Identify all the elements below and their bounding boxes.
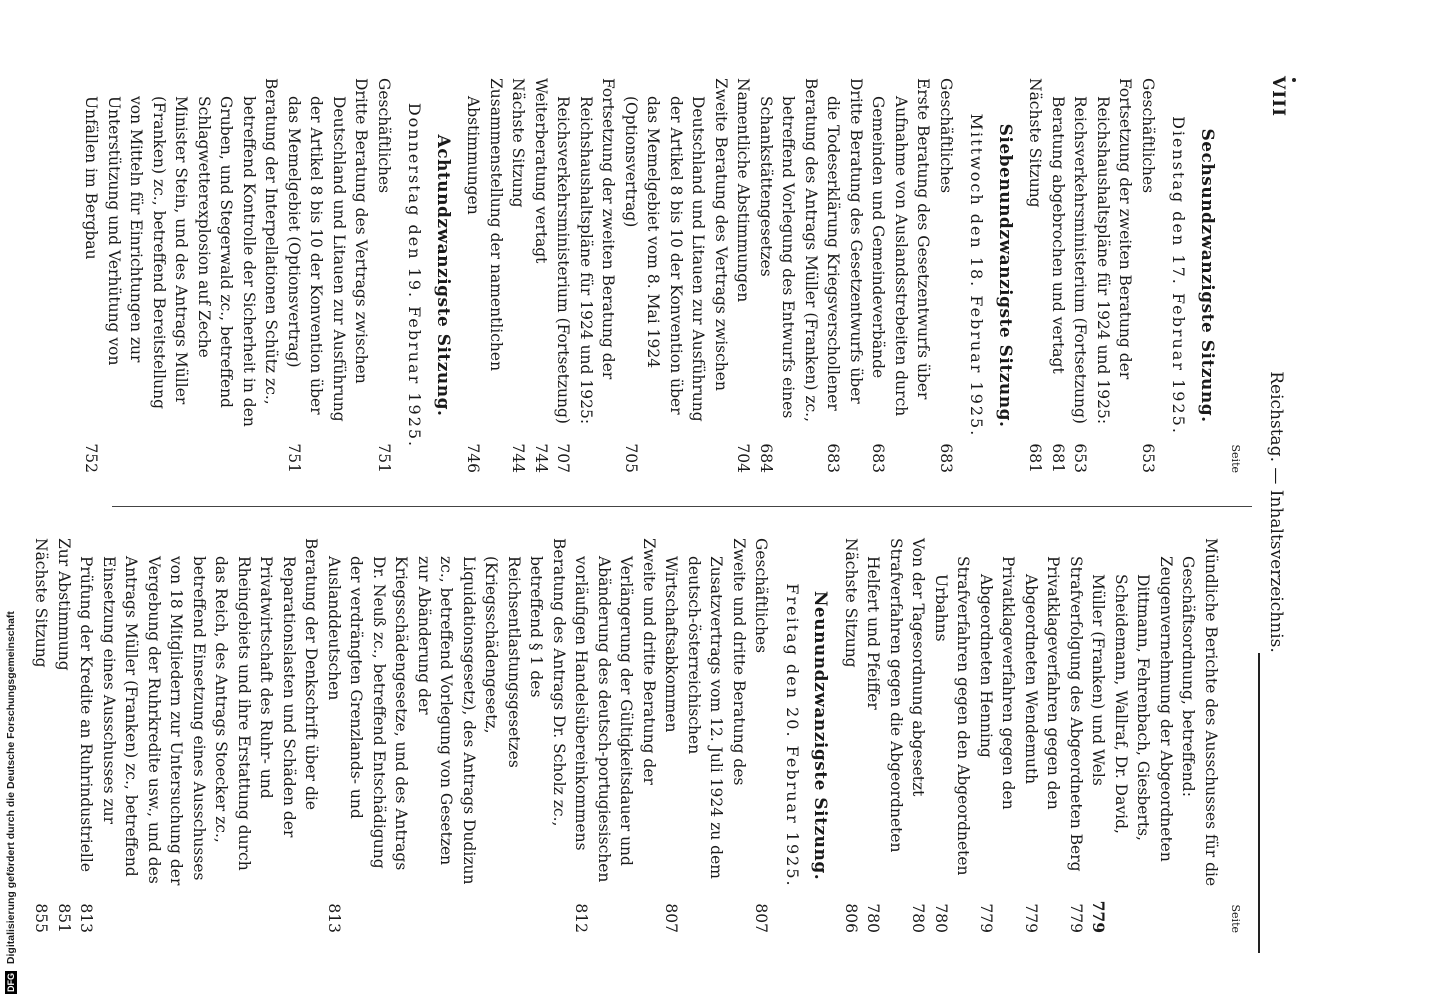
- session-title: Achtundzwanzigste Sitzung.: [433, 134, 453, 417]
- toc-entry: [570, 538, 660, 933]
- entry-page-number: 807: [662, 903, 681, 933]
- entry-text: Strafverfolgung des Abgeordneten Berg: [1067, 556, 1085, 872]
- toc-entry: [1024, 78, 1047, 473]
- digitization-credit: [4, 606, 18, 994]
- entry-text: Dritte Beratung des Vertrags zwischen Deutschland und Litauen zur Ausführung der Artikel 8 bis 10 der Konvention über das Memelgebiet (Optionsvertrag): [285, 78, 371, 422]
- toc-entry: [1177, 538, 1222, 933]
- entry-text: Beratung der Interpellationen Schütz zc., betreffend Kontrolle der Sicherheit in den Gruben, und Stegerwald zc., betreffend Schlagwetterexplosion auf Zeche Minister Stein, und des Antrags Müller (Franken) zc., betreffend Bereitstellung von Mitteln für Einrichtungen zur Unterstützung und Verhütung von Unfällen im Bergbau: [82, 78, 281, 427]
- entry-text: Fortsetzung der zweiten Beratung der Reichshaushaltspläne für 1924 und 1925:: [1094, 78, 1135, 425]
- entry-text: Nächste Sitzung: [32, 538, 51, 668]
- session-date: Donnerstag den 19. Februar 1925.: [405, 102, 425, 449]
- session-date: Mittwoch den 18. Februar 1925.: [967, 113, 987, 438]
- column-divider: [112, 506, 1252, 507]
- entry-text: Strafverfahren gegen die Abgeordneten Helfert und Pfeiffer: [864, 538, 905, 853]
- entry-page-number: 653: [1139, 443, 1157, 473]
- entry-page-number: 851: [55, 903, 73, 933]
- right-sessions: [30, 538, 1222, 933]
- entry-text: Erste Beratung des Gesetzentwurfs über Aufnahme von Auslandsstrebeiten durch Gemeinden und Gemeindeverbände: [869, 78, 933, 417]
- entry-page-number: 813: [77, 903, 96, 933]
- entry-text: Reichsverkehrsministerium (Fortsetzung): [554, 96, 573, 424]
- entry-text: Strafverfahren gegen den Abgeordneten Urbahns: [932, 556, 973, 876]
- entry-text: Beratung des Antrags Müller (Franken) zc., betreffend Vorlegung des Entwurfs eines Schankstättengesetzes: [757, 78, 820, 423]
- entry-page-number: 779: [977, 903, 995, 933]
- entry-text: Zusammenstellung der namentlichen Abstimmungen: [464, 78, 505, 372]
- session-title: Siebenundzwanzigste Sitzung.: [995, 123, 1015, 428]
- toc-entry: [462, 78, 507, 473]
- entry-page-number: 683: [869, 443, 888, 473]
- entry-text: Beratung abgebrochen und vertagt: [1049, 96, 1067, 374]
- ink-dot: [1292, 78, 1296, 82]
- toc-entry: [552, 78, 575, 473]
- toc-entry: [840, 538, 863, 933]
- toc-entry: [750, 538, 773, 933]
- entry-text: Zweite Beratung des Vertrags zwischen Deutschland und Litauen zur Ausführung der Artikel 8 bis 10 der Konvention über das Memelgebiet vom 8. Mai 1924 (Optionsvertrag): [622, 78, 730, 422]
- toc-entry: [620, 78, 733, 473]
- entry-text: Fortsetzung der zweiten Beratung der Reichshaushaltspläne für 1924 und 1925:: [577, 78, 618, 425]
- entry-page-number: 751: [375, 443, 393, 473]
- header-rule: [1258, 653, 1260, 953]
- entry-page-number: 780: [932, 903, 950, 933]
- entry-text: Geschäftliches: [937, 78, 955, 194]
- entry-page-number: 683: [937, 443, 955, 473]
- entry-page-number: 752: [82, 443, 101, 473]
- session-title: Sechsundzwanzigste Sitzung.: [1197, 128, 1217, 423]
- right-column: [30, 538, 1244, 933]
- entry-page-number: 751: [285, 443, 303, 473]
- session-block: [30, 538, 832, 933]
- toc-entry: [1092, 78, 1137, 473]
- entry-text: Privatklageverfahren gegen den Abgeordneten Wendemuth: [1022, 556, 1063, 810]
- entry-page-number: 681: [1049, 443, 1067, 473]
- toc-entry: [732, 78, 755, 473]
- toc-entry: [373, 78, 396, 473]
- entry-text: Beratung der Denkschrift über die Reparationslasten und Schäden der Privatwirtschaft des Ruhr- und Rheingebiets und ihre Erstattung durch das Reich, des Antrags Stoecker zc., betreffend Einsetzung eines Ausschusses von 18 Mitgliedern zur Untersuchung der Vergebung der Ruhrkredite usw., und des Antrags Müller (Franken) zc., betreffend Einsetzung eines Ausschusses zur Prüfung der Kredite an Ruhrindustrielle: [77, 538, 321, 886]
- entry-page-number: 746: [464, 443, 483, 473]
- session-date: Dienstag den 17. Februar 1925.: [1169, 116, 1189, 435]
- session-block: [462, 78, 1016, 473]
- entry-text: Reichsverkehrsministerium (Fortsetzung): [1071, 96, 1090, 424]
- running-head-title: Reichstag. — Inhaltsverzeichnis.: [1266, 371, 1286, 653]
- entry-page-number: 683: [824, 443, 843, 473]
- seite-label: Seite: [1229, 444, 1242, 473]
- session-date: Freitag den 20. Februar 1925.: [783, 583, 802, 888]
- toc-entry: [323, 538, 571, 933]
- entry-text: Nächste Sitzung: [1026, 78, 1045, 208]
- entry-page-number: 704: [734, 443, 753, 473]
- entry-text: Weiterberatung vertagt: [532, 78, 550, 264]
- toc-entry: [1020, 538, 1065, 933]
- left-column: [80, 78, 1244, 473]
- toc-entry: [283, 78, 373, 473]
- seite-label: Seite: [1229, 904, 1242, 933]
- entry-text: Nächste Sitzung: [509, 78, 528, 208]
- entry-page-number: 780: [909, 903, 928, 933]
- toc-entry: [755, 78, 823, 473]
- entry-text: Beratung des Antrags Dr. Scholz zc., betreffend § 1 des Reichsentlastungsgesetzes (Kriegsschädengesetz, Liquidationsgesetz), des Antrags Dudizun zc., betreffend Vorlegung von Gesetzen zur Abänderung der Kriegsschädengesetze, und des Antrags Dr. Neuß zc., betreffend Entschädigung der verdrängten Grenzlands- und Auslanddeutschen: [325, 538, 568, 885]
- left-sessions: [80, 78, 1218, 473]
- session-title: Neunundzwanzigste Sitzung.: [810, 590, 831, 881]
- toc-entry: [1047, 78, 1070, 473]
- entry-page-number: 779: [1067, 903, 1085, 933]
- entry-page-number: 779: [1022, 903, 1040, 933]
- entry-text: Geschäftliches: [375, 78, 393, 194]
- toc-entry: [507, 78, 530, 473]
- toc-entry: [660, 538, 750, 933]
- toc-entry: [75, 538, 323, 933]
- toc-entry: [1065, 538, 1088, 933]
- entry-page-number: 807: [752, 903, 771, 933]
- entry-page-number: 813: [325, 903, 343, 933]
- entry-text: Dritte Beratung des Gesetzentwurfs über die Todeserklärung Kriegsverschollener: [824, 78, 865, 411]
- rotated-document-page: [32, 68, 1292, 956]
- entry-text: Zeugenvernehmung der Abgeordneten Dittmann, Fehrenbach, Giesberts, Scheidemann, Wallraf, Dr. David, Müller (Franken) und Wels: [1089, 556, 1175, 862]
- toc-entry: [30, 538, 53, 933]
- entry-page-number: 812: [572, 903, 591, 933]
- toc-entry: [53, 538, 76, 933]
- entry-page-number: 806: [842, 903, 860, 933]
- toc-entry: [80, 78, 283, 473]
- session-block: [1024, 78, 1218, 473]
- toc-entry: [907, 538, 930, 933]
- page-number: VIII: [1268, 76, 1288, 118]
- entry-page-number: 855: [32, 903, 51, 933]
- entry-text: Nächste Sitzung: [842, 538, 860, 668]
- entry-page-number: 684: [757, 443, 775, 473]
- entry-text: Zweite und dritte Beratung der Verlängerung der Gültigkeitsdauer und Abänderung des deutsch-portugiesischen vorläufigen Handelsübereinkommens: [572, 538, 658, 883]
- toc-entry: [935, 78, 958, 473]
- session-block: [80, 78, 454, 473]
- entry-text: Geschäftliches: [752, 538, 771, 654]
- toc-entry: [822, 78, 867, 473]
- toc-entry: [930, 538, 975, 933]
- toc-entry: [1137, 78, 1160, 473]
- entry-page-number: 653: [1071, 443, 1090, 473]
- session-block: [840, 538, 1223, 933]
- entry-page-number: 707: [554, 443, 573, 473]
- entry-text: Von der Tagesordnung abgesetzt: [909, 538, 928, 797]
- toc-entry: [1087, 538, 1177, 933]
- toc-entry: [862, 538, 907, 933]
- entry-text: Namentliche Abstimmungen: [734, 78, 753, 303]
- entry-page-number: 780: [864, 903, 883, 933]
- entry-text: Geschäftliches: [1139, 78, 1157, 194]
- entry-text: Zweite und dritte Beratung des Zusatzvertrags vom 12. Juli 1924 zu dem deutsch-österreichischen Wirtschaftsabkommen: [662, 538, 748, 879]
- entry-page-number: 681: [1026, 443, 1045, 473]
- entry-text: Mündliche Berichte des Ausschusses für die Geschäftsordnung, betreffend:: [1179, 538, 1220, 887]
- entry-page-number: 779: [1089, 900, 1109, 933]
- entry-page-number: 744: [532, 443, 550, 473]
- toc-entry: [867, 78, 935, 473]
- toc-entry: [1069, 78, 1092, 473]
- toc-entry: [975, 538, 1020, 933]
- toc-entry: [530, 78, 553, 473]
- dfg-logo-icon: DFG: [6, 973, 17, 992]
- entry-page-number: 705: [622, 443, 640, 473]
- credit-text: Digitalisierung gefördert durch die Deutsche Forschungsgemeinschaft: [5, 611, 17, 965]
- entry-text: Zur Abstimmung: [55, 538, 73, 671]
- toc-entry: [575, 78, 620, 473]
- running-head: [1258, 68, 1292, 956]
- entry-text: Privatklageverfahren gegen den Abgeordneten Henning: [977, 556, 1018, 810]
- entry-page-number: 744: [509, 443, 528, 473]
